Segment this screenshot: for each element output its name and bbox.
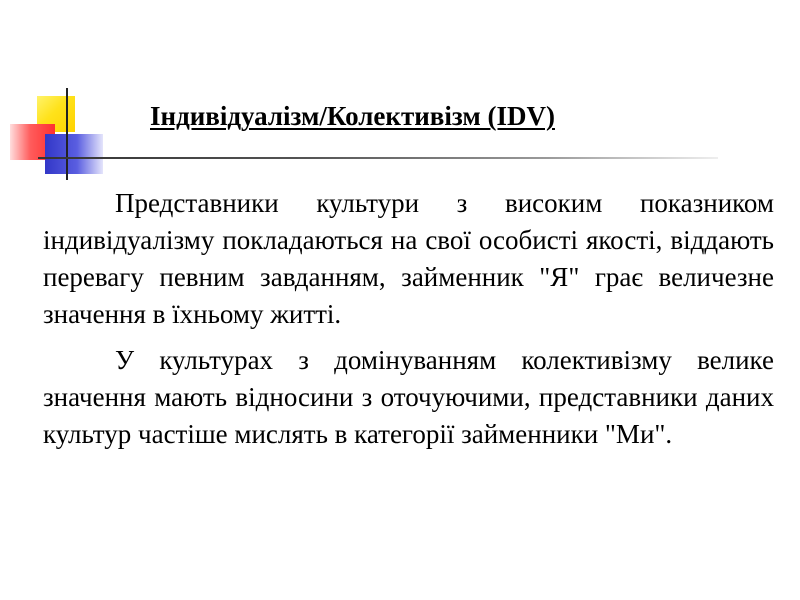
paragraph-individualism: Представники культури з високим показником індивідуалізму покладаються на свої особисті якості, віддають перевагу певним завданням, займенник "Я" грає величезне значення в їхньому житті. (43, 188, 774, 329)
vertical-divider-line (66, 88, 68, 180)
blue-square-decoration (45, 134, 103, 174)
decorative-corner-graphic (0, 0, 720, 190)
paragraph-collectivism: У культурах з домінуванням колективізму велике значення мають відносини з оточуючими, представники даних культур частіше мислять в категорії займенники "Ми". (43, 345, 774, 449)
title-underline-rule (38, 157, 718, 159)
slide-title: Індивідуалізм/Колективізм (IDV) (150, 101, 555, 131)
slide-body (43, 185, 774, 462)
